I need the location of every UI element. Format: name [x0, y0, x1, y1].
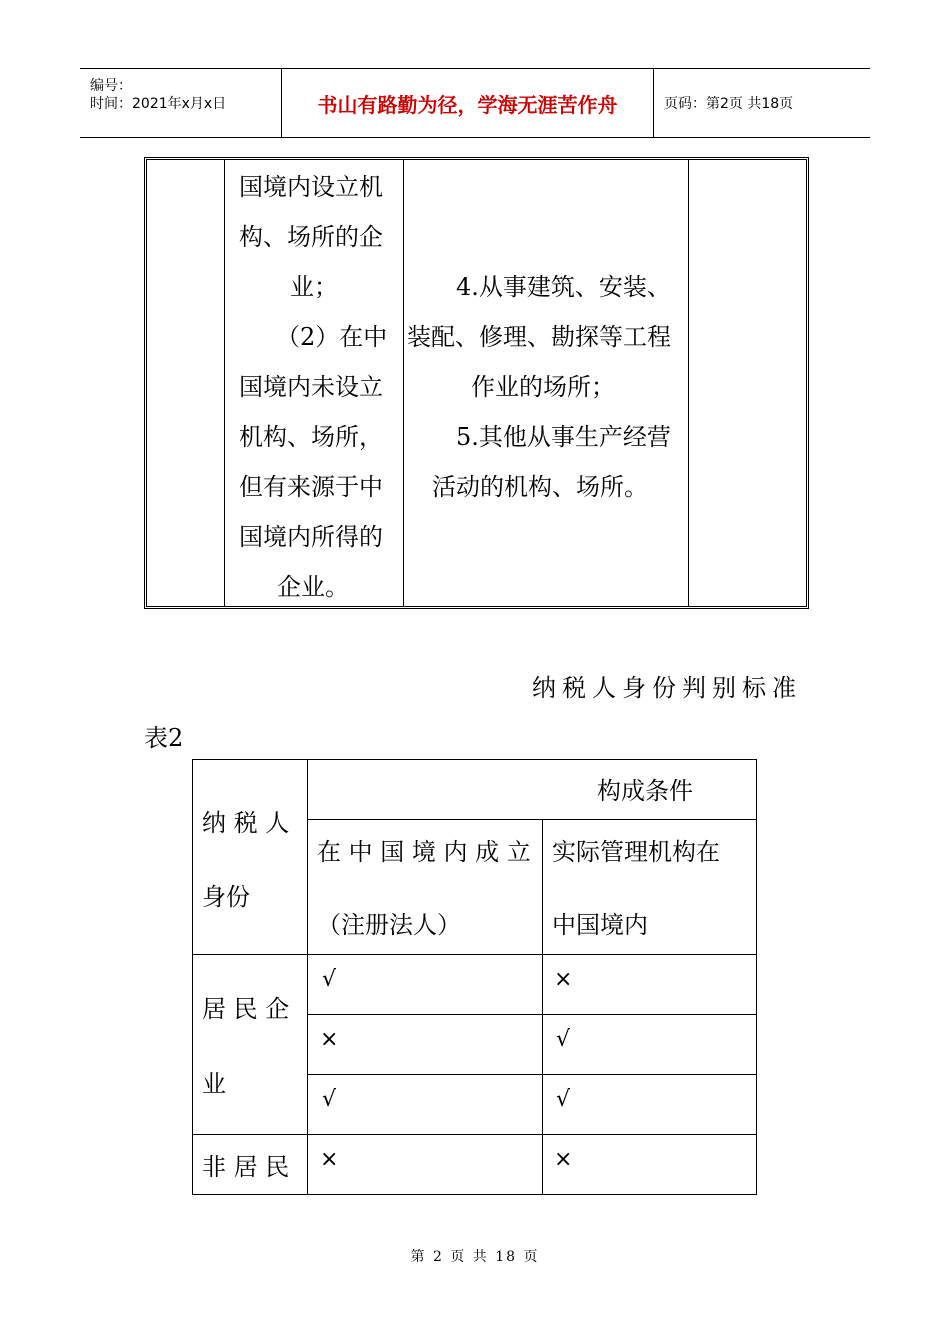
table1-col3-line: 作业的场所；	[471, 373, 615, 401]
table1-col3-line: 5.其他从事生产经营	[456, 423, 671, 451]
header-identity: 纳 税 人	[202, 809, 290, 837]
document-time-label: 时间：2021年x月x日	[90, 96, 227, 112]
table-caption-number: 表2	[144, 724, 184, 752]
table1-col2-line: 业；	[290, 273, 338, 301]
header-registered-in-china: 在 中 国 境 内 成 立	[317, 838, 531, 866]
continued-table	[144, 157, 809, 609]
table1-col2-line: 国境内未设立	[239, 373, 383, 401]
condition-mark: √	[556, 1027, 571, 1052]
table1-col2-line: （2）在中	[276, 323, 388, 351]
table1-col2-line: 企业。	[277, 573, 349, 601]
condition-mark: ×	[554, 967, 573, 992]
condition-mark: √	[322, 1087, 337, 1112]
condition-mark: √	[556, 1087, 571, 1112]
document-number-label: 编号：	[90, 78, 132, 94]
condition-mark: √	[322, 967, 337, 992]
condition-mark: ×	[554, 1147, 573, 1172]
table1-col2-line: 国境内所得的	[239, 523, 383, 551]
header-meta-cell	[80, 69, 282, 137]
condition-mark: ×	[320, 1027, 339, 1052]
table1-col2-line: 但有来源于中	[239, 473, 383, 501]
header-registered-in-china: （注册法人）	[317, 911, 461, 939]
header-motto-cell	[282, 69, 654, 137]
nonresident-enterprise-label: 非 居 民	[202, 1153, 290, 1181]
page-footer: 第 2 页 共 18 页	[410, 1249, 540, 1265]
resident-enterprise-label: 居 民 企	[202, 995, 290, 1023]
table1-col2-line: 国境内设立机	[239, 173, 383, 201]
table1-col3-line: 活动的机构、场所。	[432, 473, 648, 501]
table-caption-title: 纳税人身份判别标准	[532, 674, 802, 702]
header-management-in-china: 实际管理机构在	[552, 838, 720, 866]
table1-col3-line: 装配、修理、勘探等工程	[407, 323, 671, 351]
header-identity: 身份	[202, 883, 250, 911]
header-page-cell	[654, 69, 870, 137]
table1-col2-line: 构、场所的企	[239, 223, 383, 251]
condition-mark: ×	[320, 1147, 339, 1172]
header-motto: 书山有路勤为径，学海无涯苦作舟	[317, 92, 618, 117]
page-header	[80, 68, 870, 138]
header-management-in-china: 中国境内	[552, 911, 648, 939]
header-page-info: 页码：第2页 共18页	[664, 96, 794, 112]
resident-enterprise-label: 业	[202, 1070, 226, 1098]
taxpayer-identity-table	[192, 759, 757, 1195]
table1-col3-line: 4.从事建筑、安装、	[456, 273, 671, 301]
header-conditions: 构成条件	[597, 777, 693, 805]
table1-col2-line: 机构、场所，	[239, 423, 383, 451]
